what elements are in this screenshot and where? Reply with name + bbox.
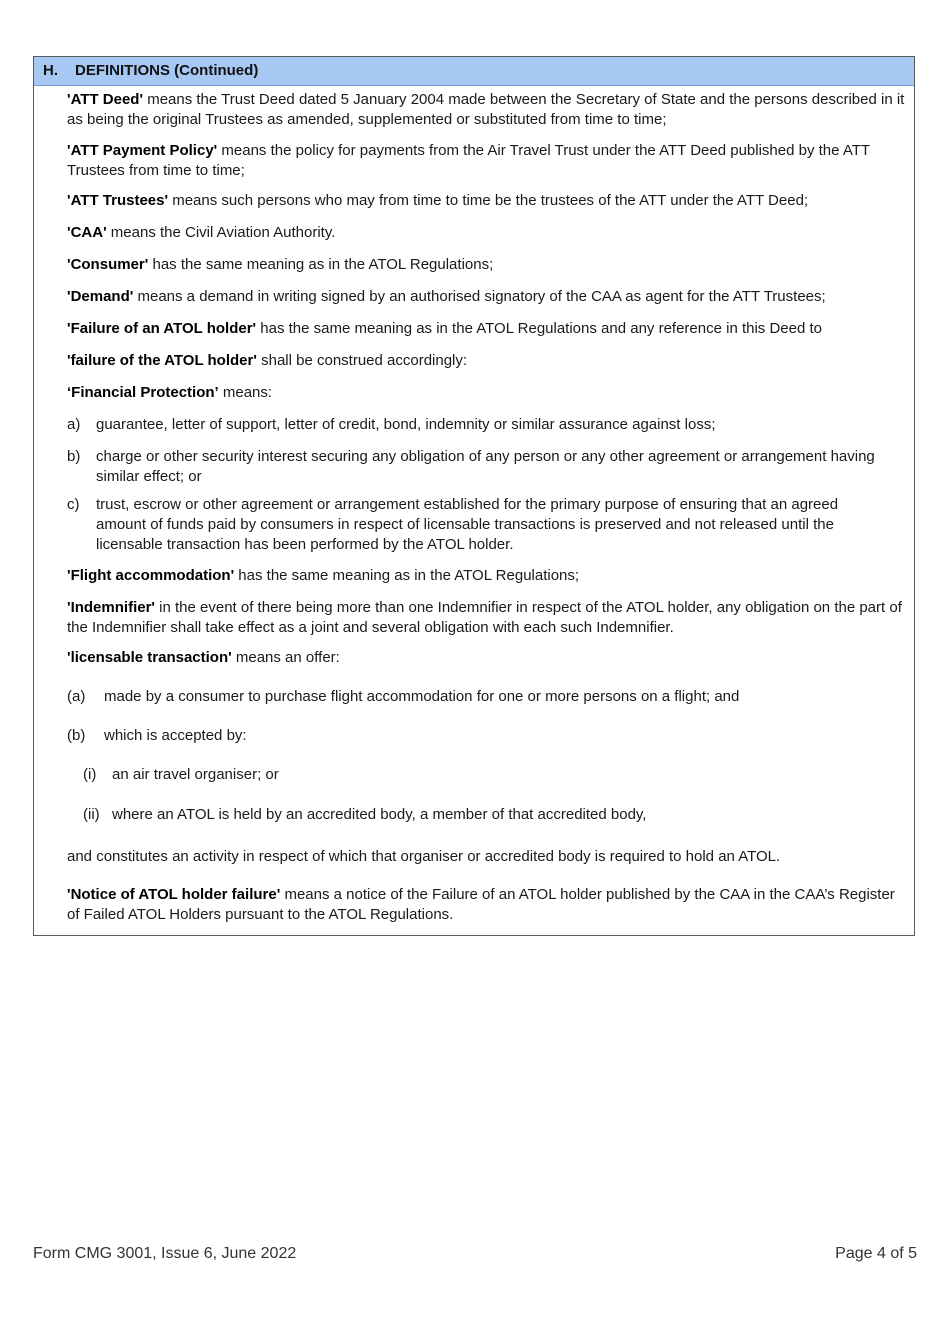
definition-text: in the event of there being more than one Indemnifier in respect of the ATOL holder, any obligation on the part of the Indemnifier shall take effect as a joint and several obligation with each such Indemnifier.	[67, 599, 902, 636]
definition-att-payment-policy	[67, 141, 907, 181]
definition-demand	[67, 287, 907, 307]
definition-text: means:	[218, 384, 273, 401]
term: 'ATT Deed'	[67, 91, 144, 108]
term: 'Notice of ATOL holder failure'	[67, 886, 281, 903]
list-marker: (ii)	[83, 806, 100, 823]
definition-consumer	[67, 255, 907, 275]
term: 'ATT Payment Policy'	[67, 142, 218, 159]
list-item-text: guarantee, letter of support, letter of credit, bond, indemnity or similar assurance against loss;	[96, 416, 716, 433]
term: 'Failure of an ATOL holder'	[67, 320, 257, 337]
list-item	[67, 447, 886, 487]
list-item	[67, 726, 924, 746]
definitions-section	[33, 56, 915, 936]
definition-failure-of-the-atol-holder	[67, 351, 907, 371]
licensable-transaction-closing: and constitutes an activity in respect of which that organiser or accredited body is required to hold an ATOL.	[67, 848, 781, 865]
term: 'licensable transaction'	[67, 649, 232, 666]
definition-att-deed	[67, 90, 907, 130]
list-sub-item	[83, 805, 902, 825]
list-marker: (b)	[67, 727, 86, 744]
definition-indemnifier	[67, 598, 907, 638]
list-sub-item	[83, 765, 902, 785]
term: 'failure of the ATOL holder'	[67, 352, 257, 369]
list-item-text: made by a consumer to purchase flight accommodation for one or more persons on a flight; and	[104, 688, 740, 705]
definition-notice-of-atol-holder-failure	[67, 885, 907, 925]
section-letter: H.	[43, 62, 58, 79]
list-item-text: an air travel organiser; or	[112, 766, 279, 783]
list-marker: a)	[67, 416, 81, 433]
term: 'Demand'	[67, 288, 134, 305]
definition-text: has the same meaning as in the ATOL Regulations;	[234, 567, 580, 584]
term: 'Flight accommodation'	[67, 567, 235, 584]
list-item	[67, 687, 924, 707]
term: 'CAA'	[67, 224, 107, 241]
definition-text: means a demand in writing signed by an authorised signatory of the CAA as agent for the ATT Trustees;	[133, 288, 826, 305]
list-item-text: trust, escrow or other agreement or arrangement established for the primary purpose of ensuring that an agreed amount of funds paid by consumers in respect of licensable transactions is preserved and not released until the licensable transaction has been performed by the ATOL holder.	[96, 496, 839, 553]
list-item	[67, 415, 916, 435]
list-item-text: which is accepted by:	[104, 727, 247, 744]
footer-form-reference: Form CMG 3001, Issue 6, June 2022	[33, 1245, 297, 1262]
term: 'ATT Trustees'	[67, 192, 169, 209]
definition-caa	[67, 223, 907, 243]
list-item	[67, 495, 886, 555]
definition-text: shall be construed accordingly:	[256, 352, 468, 369]
definition-text: means the Trust Deed dated 5 January 2004 made between the Secretary of State and the persons described in it as being the original Trustees as amended, supplemented or substituted from time to time;	[67, 91, 905, 128]
list-item-text: where an ATOL is held by an accredited body, a member of that accredited body,	[112, 806, 647, 823]
definition-licensable-transaction	[67, 648, 907, 668]
term: 'Consumer'	[67, 256, 149, 273]
definition-text: has the same meaning as in the ATOL Regulations and any reference in this Deed to	[256, 320, 823, 337]
list-marker: (a)	[67, 688, 86, 705]
term: ‘Financial Protection’	[67, 384, 219, 401]
list-marker: c)	[67, 496, 80, 513]
footer-page-number: Page 4 of 5	[835, 1245, 917, 1262]
definition-text: means such persons who may from time to time be the trustees of the ATT under the ATT Deed;	[168, 192, 809, 209]
definition-financial-protection	[67, 383, 907, 403]
list-marker: b)	[67, 448, 81, 465]
section-header	[34, 57, 914, 86]
definition-flight-accommodation	[67, 566, 907, 586]
definition-failure-of-atol-holder	[67, 319, 907, 339]
list-item-text: charge or other security interest securing any obligation of any person or any other agreement or arrangement having similar effect; or	[96, 448, 875, 485]
definition-text: means an offer:	[231, 649, 340, 666]
term: 'Indemnifier'	[67, 599, 155, 616]
definition-text: means the Civil Aviation Authority.	[106, 224, 336, 241]
list-marker: (i)	[83, 766, 97, 783]
definition-att-trustees	[67, 191, 907, 211]
section-title: DEFINITIONS (Continued)	[75, 62, 259, 79]
definition-text: means a notice of the Failure of an ATOL holder published by the CAA in the CAA’s Register of Failed ATOL Holders pursuant to the ATOL Regulations.	[67, 886, 895, 923]
definition-text: has the same meaning as in the ATOL Regulations;	[148, 256, 494, 273]
definition-text: means the policy for payments from the Air Travel Trust under the ATT Deed published by the ATT Trustees from time to time;	[67, 142, 870, 179]
